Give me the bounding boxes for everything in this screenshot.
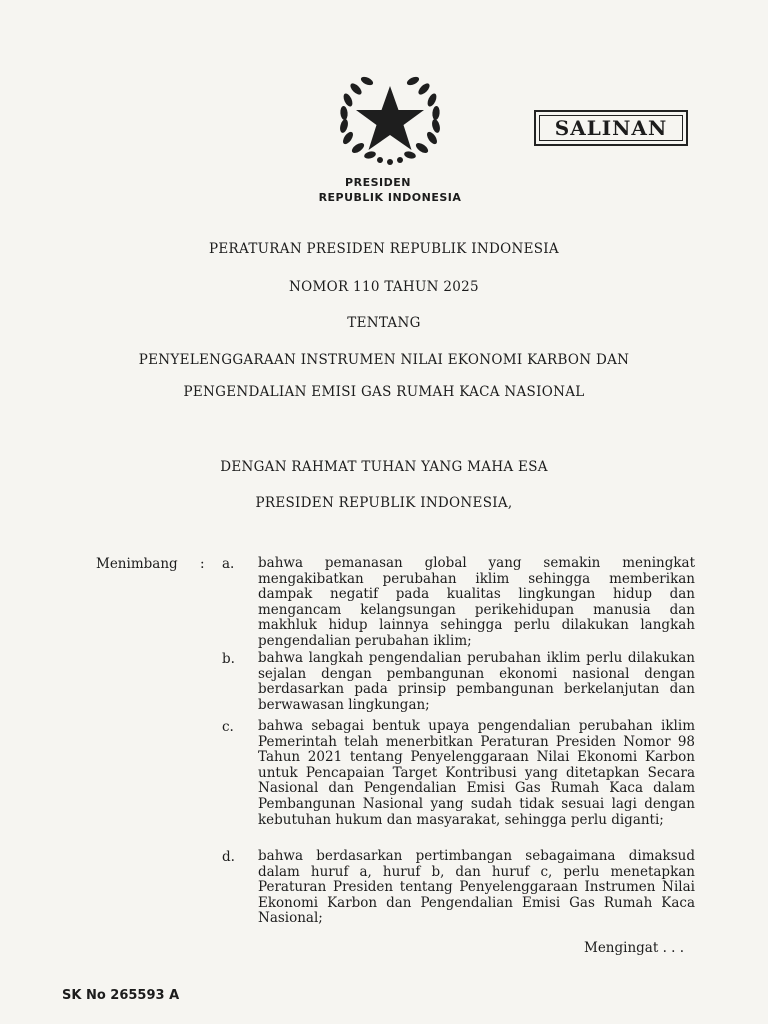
salinan-label: SALINAN xyxy=(539,115,683,141)
sk-number: SK No 265593 A xyxy=(62,988,180,1003)
header-president: PRESIDEN xyxy=(345,176,411,189)
salinan-stamp xyxy=(534,110,688,146)
menimbang-colon: : xyxy=(200,556,205,572)
item-d-text: bahwa berdasarkan pertimbangan sebagaimana dimaksud dalam huruf a, huruf b, dan huruf c, perlu menetapkan Peraturan Presiden tentang Penyelenggaraan Instrumen Nilai Ekonomi Karbon dan Pengendalian Emisi Gas Rumah Kaca Nasional; xyxy=(258,848,695,927)
preamble-president: PRESIDEN REPUBLIK INDONESIA, xyxy=(255,495,513,511)
menimbang-label: Menimbang xyxy=(96,556,178,572)
presidential-emblem-icon xyxy=(334,72,446,168)
item-a-text: bahwa pemanasan global yang semakin meningkat mengakibatkan perubahan iklim sehingga memberikan dampak negatif pada kualitas lingkungan hidup dan mengancam kelangsungan perikehidupan manusia dan makhluk hidup lainnya sehingga perlu dilakukan langkah pengendalian perubahan iklim; xyxy=(258,555,695,649)
header-republic: REPUBLIK INDONESIA xyxy=(318,191,462,204)
regulation-title: PERATURAN PRESIDEN REPUBLIK INDONESIA xyxy=(209,241,559,257)
regulation-subject-line2: PENGENDALIAN EMISI GAS RUMAH KACA NASIONAL xyxy=(183,384,585,400)
item-a-letter: a. xyxy=(222,556,235,572)
item-c-letter: c. xyxy=(222,719,234,735)
regulation-number: NOMOR 110 TAHUN 2025 xyxy=(289,279,479,295)
mengingat-continuation: Mengingat . . . xyxy=(584,940,685,956)
item-c-text: bahwa sebagai bentuk upaya pengendalian perubahan iklim Pemerintah telah menerbitkan Peraturan Presiden Nomor 98 Tahun 2021 tentang Penyelenggaraan Nilai Ekonomi Karbon untuk Pencapaian Target Kontribusi yang ditetapkan Secara Nasional dan Pengendalian Emisi Gas Rumah Kaca dalam Pembangunan Nasional yang sudah tidak sesuai lagi dengan kebutuhan hukum dan masyarakat, sehingga perlu diganti; xyxy=(258,718,695,828)
regulation-tentang: TENTANG xyxy=(347,315,421,331)
preamble-rahmat: DENGAN RAHMAT TUHAN YANG MAHA ESA xyxy=(220,459,548,475)
item-b-text: bahwa langkah pengendalian perubahan iklim perlu dilakukan sejalan dengan pembangunan ekonomi nasional dengan berdasarkan pada prinsip pembangunan berkelanjutan dan berwawasan lingkungan; xyxy=(258,650,695,713)
regulation-subject-line1: PENYELENGGARAAN INSTRUMEN NILAI EKONOMI KARBON DAN xyxy=(138,352,630,368)
item-d-letter: d. xyxy=(222,849,235,865)
item-b-letter: b. xyxy=(222,651,235,667)
